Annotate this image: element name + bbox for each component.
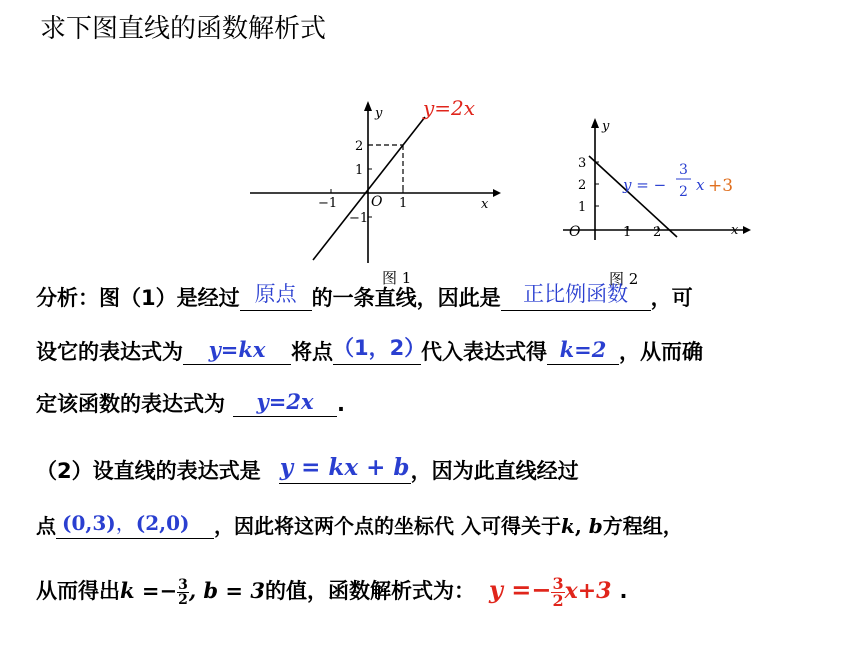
figure-2-graph [555, 112, 765, 287]
fig1-line-label: y=2x [423, 96, 476, 120]
fig2-line-label-x: x [696, 176, 705, 194]
para2-line3 [36, 575, 627, 609]
fig2-y-arrow [591, 118, 599, 128]
para1-text-1b: 的一条直线，因此是 [311, 286, 501, 310]
eq-b: , b = 3 [188, 578, 265, 603]
fig1-y-arrow [364, 101, 372, 111]
para1-line2 [36, 336, 703, 366]
answer-point-2: (2,0) [135, 511, 190, 535]
para2-text-2c: 方程组， [602, 514, 683, 538]
para2-line1 [36, 455, 579, 485]
fig2-line [589, 156, 677, 237]
para2-text-3a: 从而得出 [36, 579, 120, 603]
fig2-tick-label-y-3: 3 [578, 156, 587, 171]
blank-k [547, 337, 619, 365]
final-eq-fraction [551, 573, 564, 610]
fig1-tick-label-y-1: 1 [355, 163, 364, 178]
fig1-tick-label-x-1: 1 [399, 196, 408, 211]
answer-points [56, 507, 214, 536]
var-b: b [588, 514, 603, 538]
eq-k-fraction [177, 578, 189, 607]
blank-ykxb [279, 454, 411, 484]
para1-text-2d: ，从而确 [619, 340, 703, 364]
fig2-line-label-num: 3 [679, 162, 688, 178]
para2-text-1a: （2）设直线的表达式是 [36, 459, 261, 483]
para2-text-2b: ，因此将这两个点的坐标代 入可得关于 [214, 514, 561, 538]
fig2-tick-label-y-2: 2 [578, 178, 587, 193]
fig2-x-label: x [731, 223, 739, 238]
answer-k: k=2 [559, 337, 607, 362]
fig2-line-label-right: +3 [708, 176, 734, 196]
fig2-origin-label: O [569, 224, 581, 240]
blank-y2x [233, 389, 337, 417]
eq-k-den: 2 [178, 591, 188, 608]
fig2-tick-label-x-2: 2 [653, 225, 662, 240]
var-k: k [560, 514, 575, 538]
para1-text-1a: 分析：图（1）是经过 [36, 286, 240, 310]
para1-line3 [36, 388, 345, 418]
eq-k-num: 3 [178, 576, 188, 593]
fig1-tick-label-x-neg1: −1 [318, 196, 338, 211]
final-eq-num: 3 [552, 573, 564, 593]
answer-point-1: (0,3) [62, 511, 116, 535]
fig1-x-arrow [493, 189, 501, 197]
fig1-tick-label-y-neg1: −1 [349, 211, 369, 226]
para1-text-1c: ，可 [650, 286, 693, 310]
fig1-origin-label: O [371, 194, 383, 210]
fig2-caption: 图 2 [609, 270, 639, 287]
var-sep: , [574, 514, 589, 538]
answer-ykx: y=kx [208, 337, 266, 362]
fig1-line [313, 117, 425, 260]
fig1-x-label: x [481, 197, 489, 212]
blank-point [333, 336, 426, 365]
page-title: 求下图直线的函数解析式 [40, 14, 327, 44]
figure-1-graph [245, 95, 505, 285]
blank-proportional [501, 282, 651, 311]
para1-text-2c: 代入表达式得 [421, 340, 547, 364]
para2-text-3b: 的值，函数解析式为： [264, 579, 475, 603]
answer-point: （1，2） [333, 336, 426, 360]
para1-text-3a: 定该函数的表达式为 [36, 392, 225, 416]
blank-origin [240, 282, 312, 311]
final-dot: . [619, 579, 628, 603]
answer-origin: 原点 [254, 282, 297, 306]
blank-ykx [183, 337, 291, 365]
answer-comma: ， [115, 511, 136, 535]
fig2-tick-label-x-1: 1 [623, 225, 632, 240]
fig1-y-label: y [375, 106, 383, 121]
para1-text-2b: 将点 [291, 340, 333, 364]
final-eq-den: 2 [552, 590, 564, 610]
fig2-line-label-den: 2 [679, 184, 688, 200]
blank-points [56, 511, 214, 539]
fig2-line-label-left: y = − [623, 176, 667, 194]
para2-text-1b: ，因为此直线经过 [410, 459, 579, 483]
fig2-y-label: y [602, 119, 610, 134]
para1-text-2a: 设它的表达式为 [36, 340, 183, 364]
eq-k: k =− [120, 578, 178, 603]
answer-ykxb: y = kx + b [279, 454, 410, 481]
fig2-x-arrow [743, 226, 751, 234]
final-eq-left: y =− [488, 575, 552, 604]
fig2-tick-label-y-1: 1 [578, 200, 587, 215]
para2-line2 [36, 510, 683, 539]
final-eq-right: x+3 [564, 578, 612, 604]
fig1-caption: 图 1 [382, 269, 412, 285]
para1-text-3b: . [337, 392, 345, 416]
answer-y2x: y=2x [256, 389, 314, 414]
para2-text-2a: 点 [36, 514, 56, 538]
fig1-tick-label-y-2: 2 [355, 139, 364, 154]
answer-proportional: 正比例函数 [523, 282, 629, 306]
para1-line1 [36, 282, 693, 312]
